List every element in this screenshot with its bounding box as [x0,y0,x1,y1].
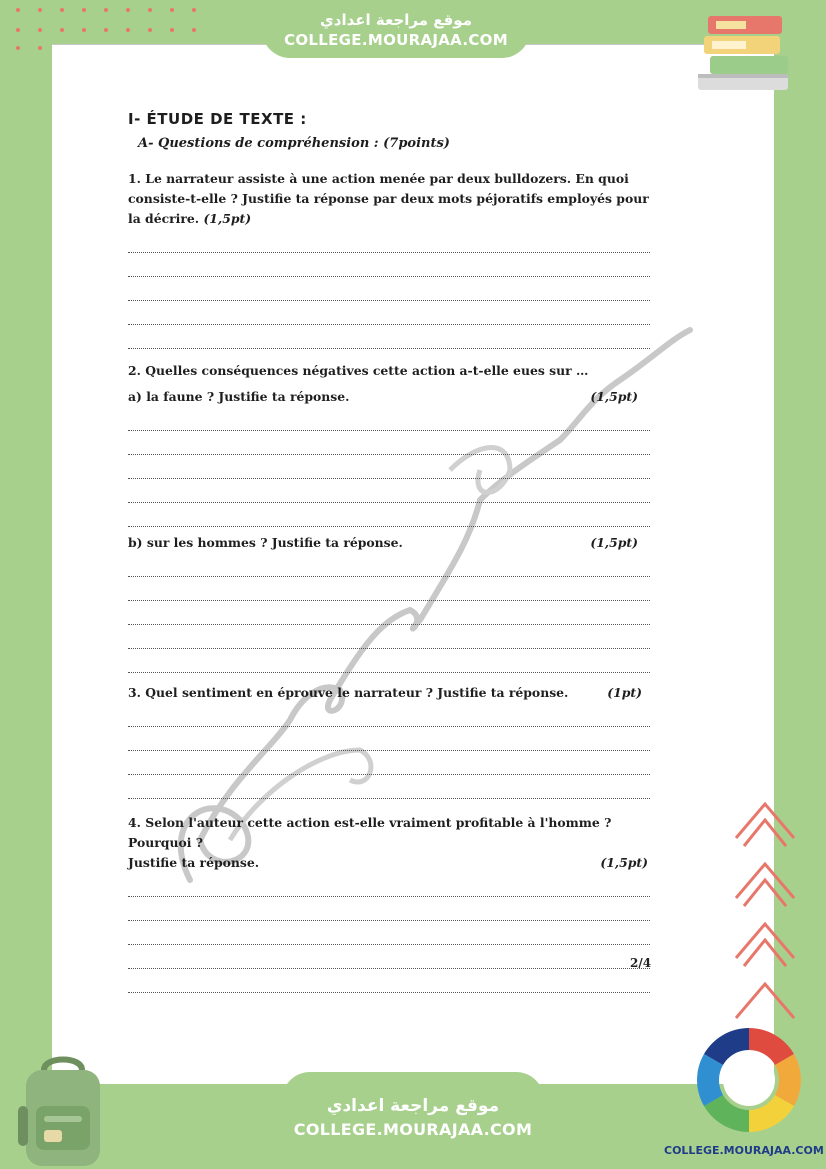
header-url[interactable]: COLLEGE.MOURAJAA.COM [284,31,508,49]
question-3-text: 3. Quel sentiment en éprouve le narrateur ? Justifie ta réponse. [128,685,569,700]
answer-line[interactable] [128,577,650,601]
footer-arabic-title: موقع مراجعة اعدادي [326,1096,500,1116]
answer-line[interactable] [128,553,650,577]
answer-line[interactable] [128,897,650,921]
answer-line[interactable] [128,325,650,349]
answer-line[interactable] [128,649,650,673]
answer-line[interactable] [128,945,650,969]
answer-line[interactable] [128,455,650,479]
question-4-text: 4. Selon l'auteur cette action est-elle vraiment profitable à l'homme ? Pourquoi ? [128,815,612,850]
section-title: I- ÉTUDE DE TEXTE : [128,110,307,128]
question-3-points: (1pt) [607,685,642,700]
logo-url-text[interactable]: COLLEGE.MOURAJAA.COM [664,1144,824,1157]
question-4 [128,813,658,993]
header-banner [262,0,530,58]
answer-line[interactable] [128,407,650,431]
question-2 [128,361,658,673]
question-2a-points: (1,5pt) [590,389,638,404]
header-arabic-title: موقع مراجعة اعدادي [320,11,472,29]
page-number: 2/4 [630,956,652,970]
answer-line[interactable] [128,969,650,993]
answer-line[interactable] [128,229,650,253]
answer-line[interactable] [128,727,650,751]
question-1-points: (1,5pt) [203,211,252,226]
backpack-icon [14,1056,112,1166]
answer-line[interactable] [128,601,650,625]
answer-line[interactable] [128,751,650,775]
footer-url[interactable]: COLLEGE.MOURAJAA.COM [293,1120,533,1139]
answer-line[interactable] [128,431,650,455]
subsection-title: A- Questions de compréhension : (7points) [138,136,450,151]
answer-line[interactable] [128,253,650,277]
question-3 [128,683,658,799]
answer-line[interactable] [128,921,650,945]
answer-line[interactable] [128,775,650,799]
question-4-text-2: Justifie ta réponse. [128,855,260,870]
answer-line[interactable] [128,301,650,325]
answer-line[interactable] [128,503,650,527]
question-1-text: 1. Le narrateur assiste à une action menée par deux bulldozers. En quoi consiste-t-elle ? Justifie ta réponse par deux mots péjoratifs employés pour la décrire. [128,171,649,226]
answer-line[interactable] [128,703,650,727]
question-2b-points: (1,5pt) [590,535,638,550]
question-1 [128,169,658,349]
question-2-text: 2. Quelles conséquences négatives cette action a-t-elle eues sur … [128,363,589,378]
answer-line[interactable] [128,277,650,301]
chevron-decoration-icon [730,790,800,1030]
question-2a-text: a) la faune ? Justifie ta réponse. [128,389,350,404]
answer-line[interactable] [128,873,650,897]
exam-content [128,110,658,993]
question-2b-text: b) sur les hommes ? Justifie ta réponse. [128,535,403,550]
site-logo-icon [696,1022,802,1138]
question-4-points: (1,5pt) [600,855,648,870]
answer-line[interactable] [128,479,650,503]
footer-banner [282,1072,544,1169]
books-icon [690,12,800,92]
answer-line[interactable] [128,625,650,649]
